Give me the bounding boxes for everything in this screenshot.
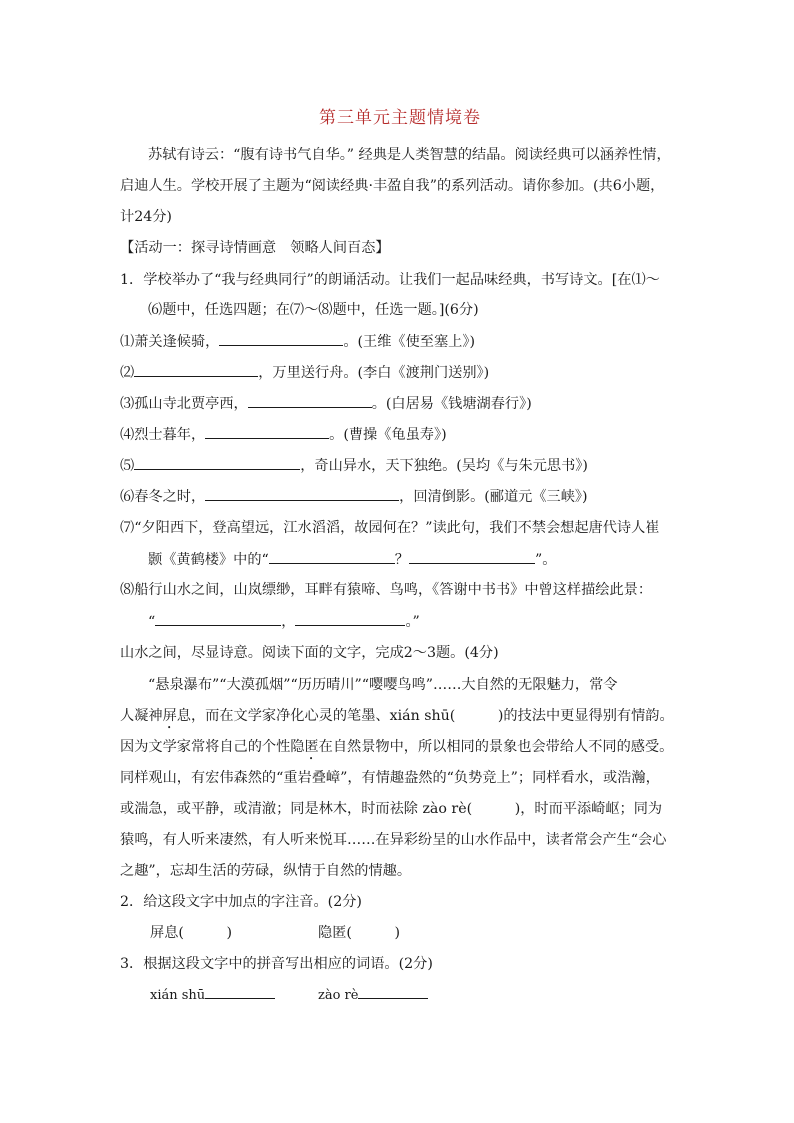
passage-line-2 [120,706,674,732]
question-3-stem: 3．根据这段文字中的拼音写出相应的词语。(2分) [120,956,433,972]
poem-item-7-suffix: ”。 [534,552,557,568]
poem-item-1-suffix: 。(王维《使至塞上》) [343,334,475,350]
question-2-answer-2[interactable]: 隐匿( ) [318,925,401,941]
question-2-stem: 2．给这段文字中加点的字注音。(2分) [120,894,362,910]
passage-line-4: 同样观山，有宏伟森然的“重岩叠嶂”，有情趣盎然的“负势竞上”；同样看水，或浩瀚， [120,770,660,786]
passage-text: 息，而在文学家净化心灵的笔墨、xián shū( )的技法中更显得别有情韵。 [176,708,674,724]
passage-line-7: 之趣”，忘却生活的劳碌，纵情于自然的情趣。 [120,863,412,879]
poem-item-2-suffix: ，万里送行舟。(李白《渡荆门送别》) [258,365,490,381]
answer-blank[interactable] [134,455,300,470]
pinyin-label: xián shū [150,988,206,1003]
answer-blank[interactable] [219,331,343,346]
poem-item-6 [120,486,588,507]
poem-item-6-suffix: ，回清倒影。(郦道元《三峡》) [399,489,588,505]
poem-item-6-prefix: ⑹春冬之时， [120,489,206,505]
poem-item-8-suffix: 。” [405,614,420,630]
question-2-answer-1[interactable]: 屏息( ) [150,925,233,941]
poem-item-1-prefix: ⑴萧关逢候骑， [120,334,220,350]
passage-line-1: “悬泉瀑布”“大漠孤烟”“历历晴川”“嘤嘤鸟鸣”……大自然的无限魅力，常令 [148,677,618,693]
poem-item-7-prefix: 颢《黄鹤楼》中的“ [148,552,269,568]
page-title: 第三单元主题情境卷 [319,108,481,128]
answer-blank[interactable] [409,549,535,564]
poem-item-7-line-1: ⑺“夕阳西下，登高望远，江水滔滔，故园何在？”读此句，我们不禁会想起唐代诗人崔 [120,520,660,536]
pinyin-label: zào rè [318,988,359,1003]
poem-item-7-question-mark: ？ [394,552,409,568]
poem-item-5-suffix: ，奇山异水，天下独绝。(吴均《与朱元思书》) [300,458,588,474]
poem-item-4-prefix: ⑷烈士暮年， [120,427,206,443]
poem-item-4 [120,424,447,445]
passage-text: 在自然景物中，所以相同的景象也会带给人不同的感受。 [318,739,674,755]
poem-item-8-comma: ， [281,614,296,630]
poem-item-8-line-2 [148,611,420,632]
question-1-stem-line-2: ⑹题中，任选四题；在⑺～⑻题中，任选一题。](6分) [148,302,479,318]
poem-item-3-prefix: ⑶孤山寺北贾亭西， [120,396,248,412]
answer-blank[interactable] [155,611,281,626]
answer-blank[interactable] [295,611,405,626]
passage-line-6: 猿鸣，有人听来凄然，有人听来悦耳……在异彩纷呈的山水作品中，读者常会产生“会心 [120,832,667,848]
answer-blank[interactable] [205,486,399,501]
poem-item-5-prefix: ⑸ [120,458,135,474]
answer-blank[interactable] [358,986,428,999]
poem-item-8-line-1: ⑻船行山水之间，山岚缥缈，耳畔有猿啼、鸟鸣，《答谢中书书》中曾这样描绘此景： [120,582,653,598]
intro-line-2: 启迪人生。学校开展了主题为“阅读经典·丰盈自我”的系列活动。请你参加。(共6小题， [120,178,665,194]
poem-item-8-prefix: “ [148,614,156,630]
poem-item-3-suffix: 。(白居易《钱塘湖春行》) [371,396,532,412]
passage-intro: 山水之间，尽显诗意。阅读下面的文字，完成2～3题。(4分) [120,645,499,661]
answer-blank[interactable] [269,549,395,564]
intro-line-1: 苏轼有诗云：“腹有诗书气自华。” 经典是人类智慧的结晶。阅读经典可以涵养性情， [148,147,671,163]
poem-item-4-suffix: 。(曹操《龟虽寿》) [329,427,447,443]
question-3-answer-1 [150,986,275,1006]
activity-heading: 【活动一：探寻诗情画意 领略人间百态】 [120,240,390,256]
passage-text: 因为文学家常将自己的个性隐 [120,739,305,755]
answer-blank[interactable] [134,362,258,377]
passage-line-5: 或湍急，或平静，或清澈；同是林木，时而祛除 zào rè( )，时而平添崎岖；同为 [120,801,663,817]
intro-line-3: 计24分) [120,209,172,225]
poem-item-7-line-2 [148,549,556,570]
answer-blank[interactable] [205,986,275,999]
answer-blank[interactable] [248,393,372,408]
dotted-character: 屏 [162,708,177,724]
dotted-character: 匿 [304,739,319,755]
question-3-answer-2 [318,986,428,1006]
passage-line-3 [120,737,673,763]
answer-blank[interactable] [205,424,329,439]
poem-item-5 [120,455,588,476]
question-1-stem-line-1: 1．学校举办了“我与经典同行”的朗诵活动。让我们一起品味经典，书写诗文。[在⑴～ [120,272,660,288]
passage-text: 人凝神 [120,708,163,724]
poem-item-1 [120,331,475,352]
poem-item-3 [120,393,532,414]
poem-item-2-prefix: ⑵ [120,365,135,381]
poem-item-2 [120,362,489,383]
